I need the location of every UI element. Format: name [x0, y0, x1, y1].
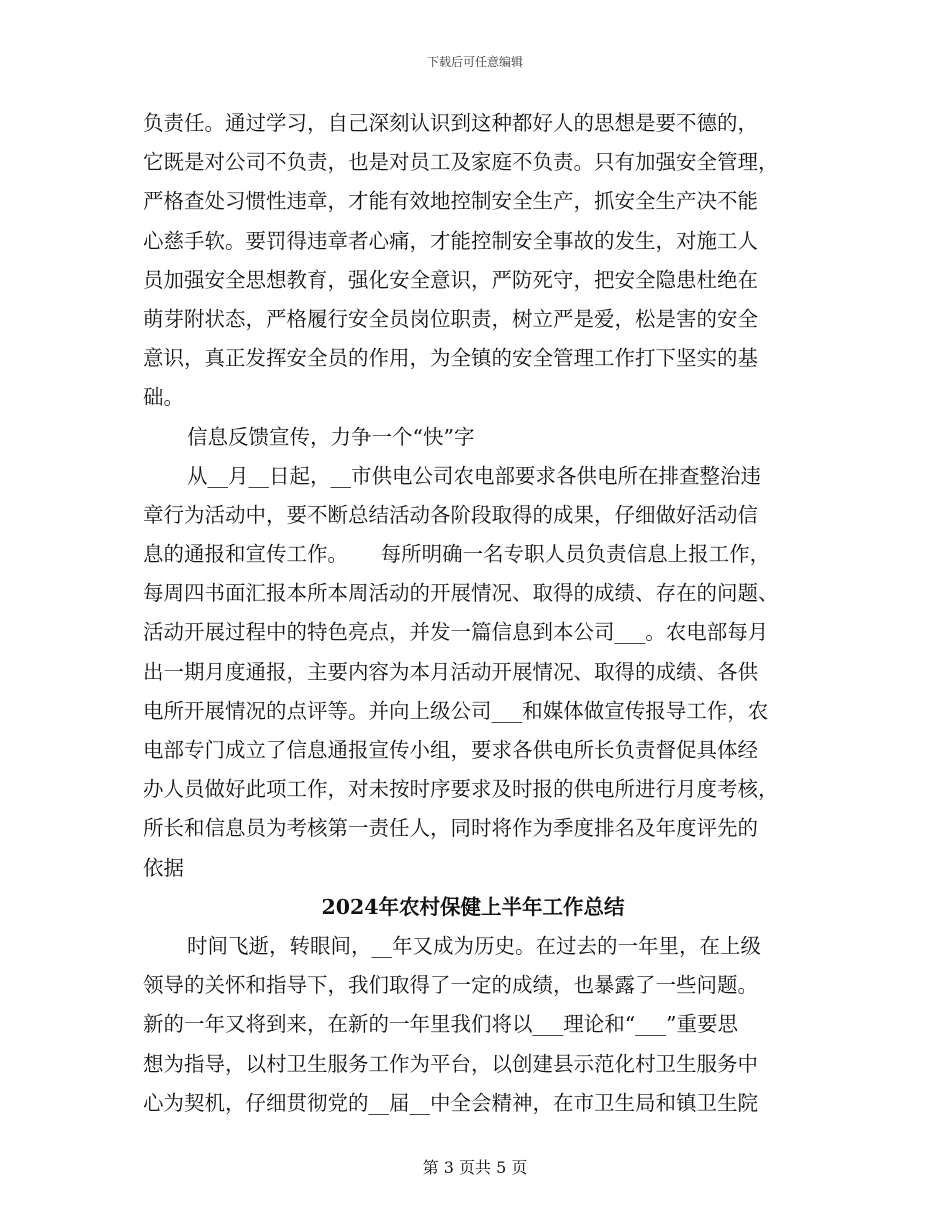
paragraph-line: 时间飞逝，转眼间，__年又成为历史。在过去的一年里，在上级 [187, 933, 761, 958]
paragraph-line: 想为指导，以村卫生服务工作为平台，以创建县示范化村卫生服务中 [143, 1051, 758, 1076]
document-title: 2024年农村保健上半年工作总结 [321, 894, 625, 919]
paragraph-line: 心为契机，仔细贯彻党的__届__中全会精神，在市卫生局和镇卫生院 [143, 1090, 758, 1115]
document-body [143, 104, 803, 1123]
paragraph-line: 办人员做好此项工作，对未按时序要求及时报的供电所进行月度考核， [143, 777, 779, 802]
paragraph-line: 它既是对公司不负责，也是对员工及家庭不负责。只有加强安全管理， [143, 150, 779, 175]
paragraph-line: 员加强安全思想教育，强化安全意识，严防死守，把安全隐患杜绝在 [143, 267, 758, 292]
paragraph-line: 领导的关怀和指导下，我们取得了一定的成绩，也暴露了一些问题。 [143, 973, 758, 998]
paragraph-line: 出一期月度通报，主要内容为本月活动开展情况、取得的成绩、各供 [143, 659, 758, 684]
paragraph-line: 依据 [143, 855, 184, 880]
section-heading: 信息反馈宣传，力争一个“快”字 [187, 424, 475, 449]
paragraph-line: 新的一年又将到来，在新的一年里我们将以___理论和“___”重要思 [143, 1012, 738, 1037]
paragraph-line: 萌芽附状态，严格履行安全员岗位职责，树立严是爱，松是害的安全 [143, 306, 758, 331]
paragraph-line: 每周四书面汇报本所本周活动的开展情况、取得的成绩、存在的问题、 [143, 581, 779, 606]
paragraph-line: 意识，真正发挥安全员的作用，为全镇的安全管理工作打下坚实的基 [143, 346, 758, 371]
paragraph-line: 所长和信息员为考核第一责任人，同时将作为季度排名及年度评先的 [143, 816, 758, 841]
paragraph-line: 心慈手软。要罚得违章者心痛，才能控制安全事故的发生，对施工人 [143, 228, 758, 253]
paragraph-line: 息的通报和宣传工作。 每所明确一名专职人员负责信息上报工作， [143, 542, 771, 567]
paragraph-line: 电所开展情况的点评等。并向上级公司___和媒体做宣传报导工作，农 [143, 698, 769, 723]
paragraph-line: 严格查处习惯性违章，才能有效地控制安全生产，抓安全生产决不能 [143, 189, 758, 214]
paragraph-line: 活动开展过程中的特色亮点，并发一篇信息到本公司___。农电部每月 [143, 620, 769, 645]
paragraph-line: 电部专门成立了信息通报宣传小组，要求各供电所长负责督促具体经 [143, 738, 758, 762]
paragraph-line: 础。 [143, 385, 184, 410]
page-header: 下载后可任意编辑 [426, 55, 523, 69]
paragraph-line: 负责任。通过学习，自己深刻认识到这种都好人的思想是要不德的， [143, 111, 758, 135]
page-number: 第 3 页共 5 页 [422, 1158, 528, 1177]
paragraph-line: 章行为活动中，要不断总结活动各阶段取得的成果，仔细做好活动信 [143, 502, 758, 527]
paragraph-line: 从__月__日起，__市供电公司农电部要求各供电所在排查整治违 [187, 463, 761, 488]
